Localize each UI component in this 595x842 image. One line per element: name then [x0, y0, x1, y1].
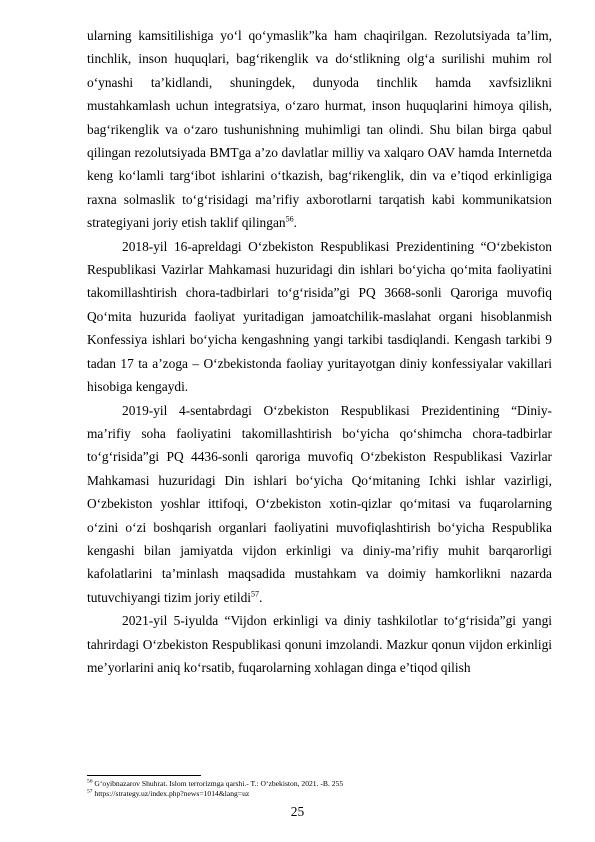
page-number: 25 — [290, 804, 305, 819]
footnotes — [87, 779, 552, 799]
paragraph-1 — [87, 24, 552, 235]
footnote-text: G‘oyibnazarov Shuhrat. Islom terrorizmga qarshi.- T.: O‘zbekiston, 2021. -B. 255 — [92, 779, 344, 788]
paragraph-2: 2018-yil 16-apreldagi O‘zbekiston Respublikasi Prezidentining “O‘zbekiston Respublikasi Vazirlar Mahkamasi huzuridagi din ishlari bo‘yicha qo‘mita faoliyatini takomillashtirish chora-tadbirlari to‘g‘risida”gi PQ 3668-sonli Qaroriga muvofiq Qo‘mita huzurida faoliyat yuritadigan jamoatchilik-maslahat organi hisoblanmish Konfessiya ishlari bo‘yicha kengashning yangi tarkibi tasdiqlandi. Kengash tarkibi 9 tadan 17 ta a’zoga – O‘zbekistonda faoliay yuritayotgan diniy konfessiyalar vakillari hisobiga kengaydi. — [87, 238, 552, 395]
footnote-ref-57[interactable]: 57 — [251, 589, 260, 599]
footnote-number: 56 — [87, 778, 93, 785]
paragraph-3-text: 2019-yil 4-sentabrdagi O‘zbekiston Respublikasi Prezidentining “Diniy-ma’rifiy soha faoliyatini takomillashtirish bo‘yicha qo‘shimcha chora-tadbirlar to‘g‘risida”gi PQ 4436-sonli qaroriga muvofiq O‘zbekiston Respublikasi Vazirlar Mahkamasi huzuridagi Din ishlari bo‘yicha Qo‘mitaning Ichki ishlar vazirligi, O‘zbekiston yoshlar ittifoqi, O‘zbekiston xotin-qizlar qo‘mitasi va fuqarolarning o‘zini o‘zi boshqarish organlari faoliyatini muvofiqlashtirish bo‘yicha Respublika kengashi bilan jamiyatda vijdon erkinligi va diniy-ma’rifiy muhit barqarorligi kafolatlarini ta’minlash maqsadida mustahkam va doimiy hamkorlikni nazarda tutuvchiyangi tizim joriy etildi — [87, 402, 552, 605]
footnote-divider — [87, 775, 201, 776]
footnote-56 — [87, 779, 552, 789]
paragraph-4: 2021-yil 5-iyulda “Vijdon erkinligi va diniy tashkilotlar to‘g‘risida”gi yangi tahrirdagi O‘zbekiston Respublikasi qonuni imzolandi. Mazkur qonun vijdon erkinligi me’yorlarini aniq ko‘rsatib, fuqarolarning xohlagan dinga e’tiqod qilish — [87, 613, 552, 675]
paragraph-1-text: ularning kamsitilishiga yo‘l qo‘ymaslik”ka ham chaqirilgan. Rezolutsiyada ta’lim, tinchlik, inson huquqlari, bag‘rikenglik va do‘stlikning olg‘a surilishi muhim rol o‘ynashi ta’kidlandi, shuningdek, dunyoda tinchlik hamda xavfsizlikni mustahkamlash uchun integratsiya, o‘zaro hurmat, inson huquqlarini himoya qilish, bag‘rikenglik va o‘zaro tushunishning muhimligi tan olindi. Shu bilan birga qabul qilingan rezolutsiyada BMTga a’zo davlatlar milliy va xalqaro OAV hamda Internetda keng ko‘lamli targ‘ibot ishlarini o‘tkazish, bag‘rikenglik, din va e’tiqod erkinligiga raxna solmaslik to‘g‘risidagi ma’rifiy axborotlarni tarqatish kabi kommunikatsion strategiyani joriy etish taklif qilingan — [87, 28, 552, 231]
footnote-number: 57 — [87, 788, 93, 795]
document-body — [87, 24, 552, 679]
footnote-57 — [87, 789, 552, 799]
paragraph-1-end: . — [293, 215, 297, 231]
footnote-ref-56[interactable]: 56 — [285, 214, 294, 224]
paragraph-3-end: . — [259, 589, 263, 605]
footnote-link[interactable]: https://strategy.uz/index.php?news=1014&lang=uz — [92, 789, 250, 798]
paragraph-3 — [87, 399, 552, 610]
